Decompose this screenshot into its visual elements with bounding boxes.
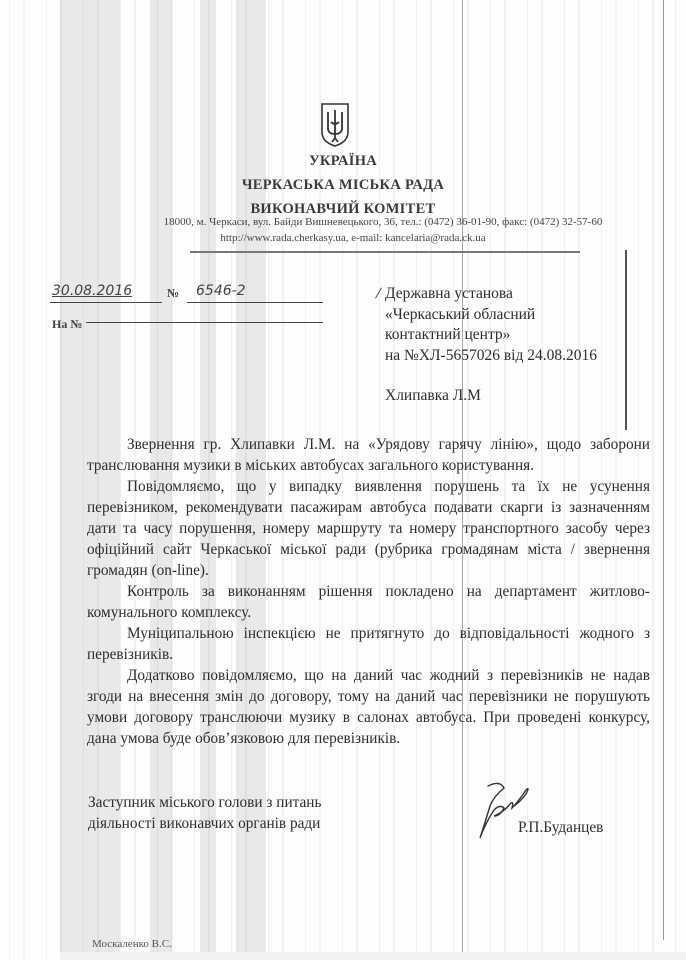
body-paragraph: Додатково повідомляємо, що на даний час жодний з перевізників не надав згоди на внесення змін до договору, тому на даний час перевізники не порушують умови договору транслюючи музику в салонах автобуса. При проведені конкурсу, дана умова буде обов’язковою для перевізників.	[87, 667, 650, 747]
scan-artifact	[625, 250, 627, 430]
body-paragraph: Повідомляємо, що у випадку виявлення порушень та їх не усунення перевізником, рекомендувати пасажирам автобуса подавати скарги із зазначенням дати та часу порушення, номеру маршруту та номеру транспортного засобу через офіційний сайт Черкаської міської ради (рубрика громадянам міста / звернення громадян (on-line).	[87, 478, 650, 579]
date-underline	[50, 302, 162, 303]
registration-date: 30.08.2016	[52, 283, 133, 299]
recipient-block	[385, 284, 597, 407]
letterhead-divider	[190, 251, 580, 253]
letterhead-committee: ВИКОНАВЧИЙ КОМІТЕТ	[250, 201, 436, 217]
scan-artifact	[60, 952, 686, 960]
signatory-name: Р.П.Буданцев	[518, 819, 604, 836]
letterhead-address: 18000, м. Черкаси, вул. Байди Вишневецького, 36, тел.: (0472) 36-01-90, факс: (0472) 32-57-60	[163, 216, 603, 228]
registration-number-label: №	[167, 286, 180, 300]
reply-to-label: На №	[52, 317, 83, 331]
scan-artifact	[663, 0, 664, 940]
body-paragraph: Контроль за виконанням рішення покладено на департамент житлово-комунального комплексу.	[87, 583, 650, 621]
recipient-line: Державна установа	[385, 285, 513, 302]
number-underline	[187, 302, 323, 303]
letter-body	[87, 434, 650, 749]
body-paragraph: Звернення гр. Хлипавки Л.М. на «Урядову гарячу лінію», щодо заборони транслювання музики в міських автобусах загального користування.	[87, 436, 650, 474]
letterhead-web: http://www.rada.cherkasy.ua, e-mail: kancelaria@rada.ck.ua	[220, 232, 486, 244]
recipient-line: на №ХЛ-5657026 від 24.08.2016	[385, 346, 597, 364]
recipient-mark	[375, 288, 382, 299]
signatory-title	[88, 792, 321, 834]
registration-number: 6546-2	[196, 283, 246, 299]
executor-name: Москаленко В.С.	[92, 938, 172, 950]
body-paragraph: Муніципальною інспекцією не притягнуто до відповідальності жодного з перевізників.	[87, 625, 650, 663]
recipient-person: Хлипавка Л.М	[385, 387, 481, 404]
recipient-line: «Черкаський обласний	[385, 305, 536, 323]
letterhead-council: ЧЕРКАСЬКА МІСЬКА РАДА	[241, 177, 445, 193]
reply-to-underline	[86, 322, 323, 323]
signatory-title-line: діяльності виконавчих органів ради	[88, 815, 321, 832]
signatory-title-line: Заступник міського голови з питань	[88, 794, 322, 811]
trident-coat-of-arms-icon	[320, 102, 350, 148]
recipient-line: контактний центр»	[385, 326, 511, 343]
letterhead-country: УКРАЇНА	[308, 153, 378, 169]
